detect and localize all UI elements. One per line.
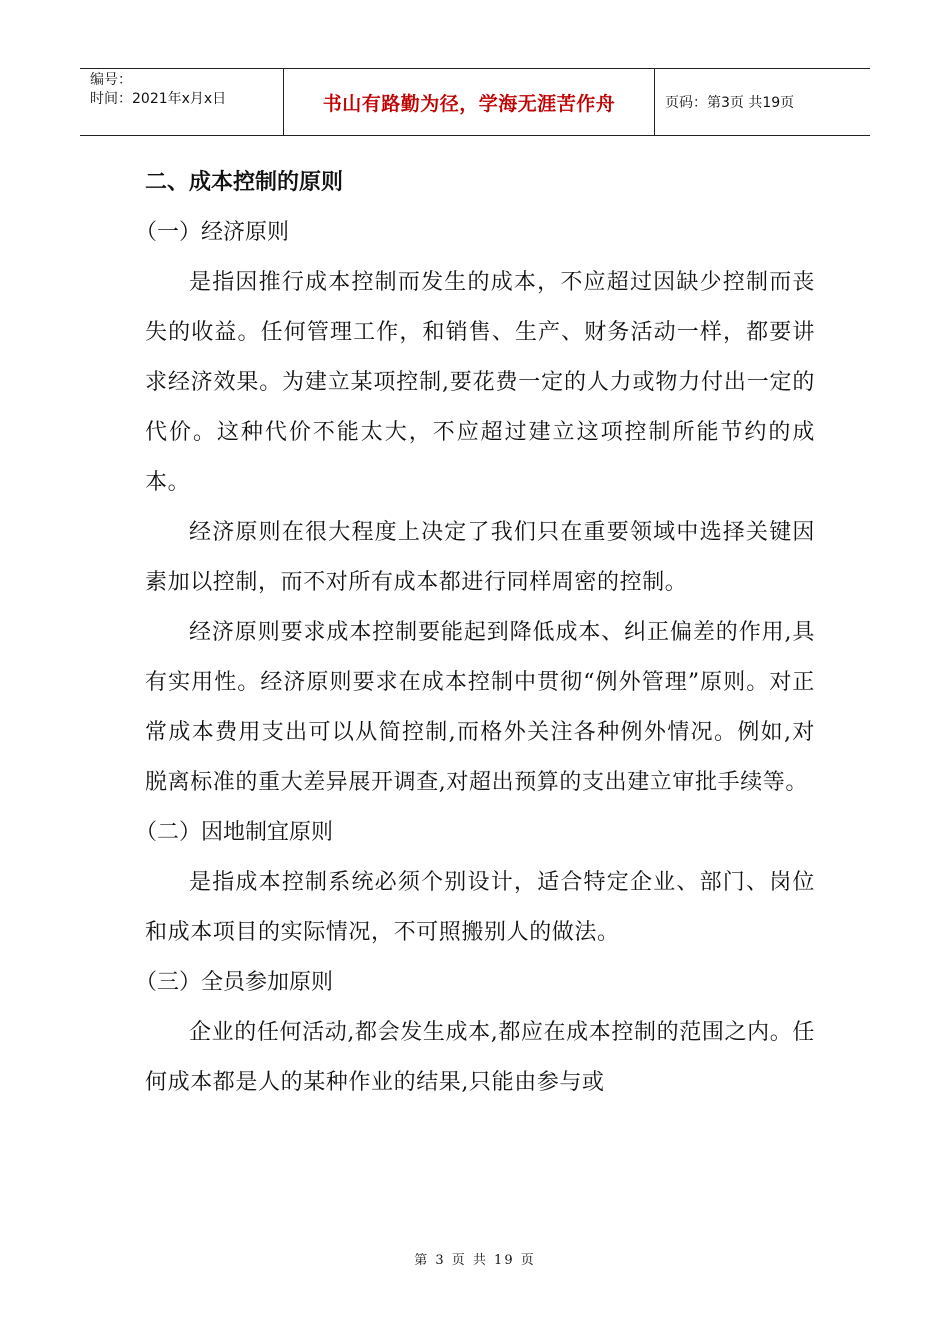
subsection-title-full-participation: （三）全员参加原则 bbox=[135, 970, 334, 995]
paragraph: 经济原则要求成本控制要能起到降低成本、纠正偏差的作用,具有实用性。经济原则要求在成本控制中贯彻“例外管理”原则。对正常成本费用支出可以从简控制,而格外关注各种例外情况。例如,对脱离标准的重大差异展开调查,对超出预算的支出建立审批手续等。 bbox=[145, 620, 815, 795]
section-title: 二、成本控制的原则 bbox=[145, 170, 344, 195]
document-body bbox=[135, 158, 815, 1108]
header-motto: 书山有路勤为径，学海无涯苦作舟 bbox=[283, 69, 655, 135]
paragraph: 经济原则在很大程度上决定了我们只在重要领域中选择关键因素加以控制，而不对所有成本都进行同样周密的控制。 bbox=[145, 520, 815, 595]
subsection-title-local-adaptation: （二）因地制宜原则 bbox=[135, 820, 334, 845]
subsection-title-economy: （一）经济原则 bbox=[135, 220, 290, 245]
header-meta-cell bbox=[80, 69, 283, 135]
paragraph: 是指成本控制系统必须个别设计，适合特定企业、部门、岗位和成本项目的实际情况，不可照搬别人的做法。 bbox=[145, 870, 815, 945]
header-page-info: 页码：第3页 共19页 bbox=[665, 95, 795, 111]
page-footer: 第 3 页 共 19 页 bbox=[414, 1253, 536, 1268]
paragraph: 企业的任何活动,都会发生成本,都应在成本控制的范围之内。任何成本都是人的某种作业的结果,只能由参与或 bbox=[145, 1020, 815, 1095]
doc-number-label: 编号： bbox=[90, 72, 132, 88]
paragraph: 是指因推行成本控制而发生的成本，不应超过因缺少控制而丧失的收益。任何管理工作，和销售、生产、财务活动一样，都要讲求经济效果。为建立某项控制,要花费一定的人力或物力付出一定的代价。这种代价不能太大，不应超过建立这项控制所能节约的成本。 bbox=[145, 270, 815, 495]
header-table bbox=[80, 68, 870, 136]
time-label: 时间：2021年x月x日 bbox=[90, 91, 227, 107]
